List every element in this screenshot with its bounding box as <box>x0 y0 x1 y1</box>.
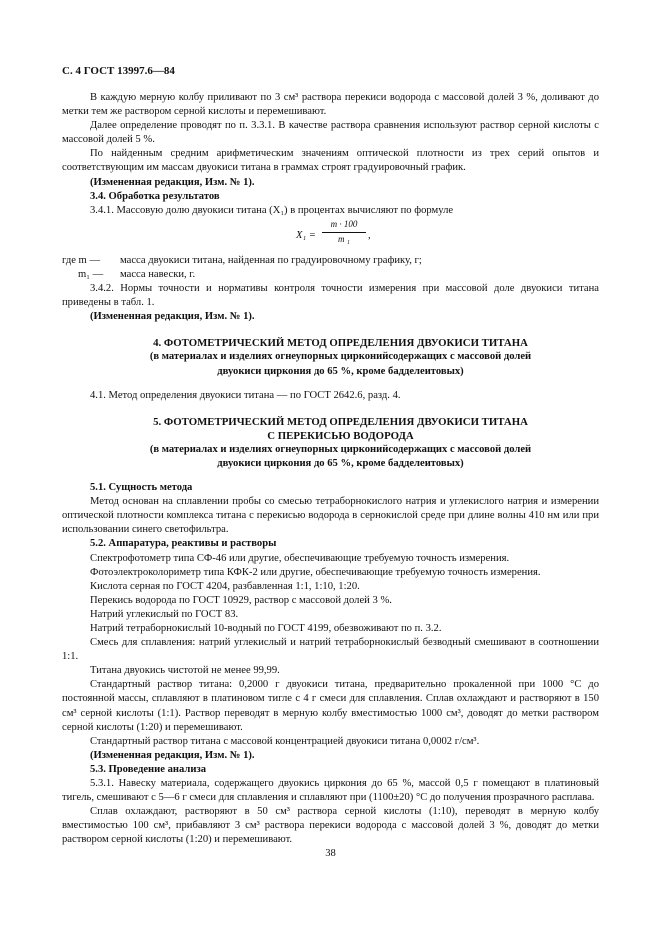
section-5-title: С ПЕРЕКИСЬЮ ВОДОРОДА <box>267 429 414 442</box>
paragraph-5-1: Метод основан на сплавлении пробы со смесью тетраборнокислого натрия и углекислого натрия и измерении оптической плотности комплекса титана с перекисью водорода в сернокислой среде при длине волны 410 нм или при использовании синего светофильтра. <box>62 496 599 536</box>
list-item: Перекись водорода по ГОСТ 10929, раствор с массовой долей 3 %. <box>90 594 392 606</box>
paragraph: По найденным средним арифметическим значениям оптической плотности из трех серий опытов и соответствующим им массам двуокиси титана в граммах строят градуировочный график. <box>62 148 599 174</box>
where-symbol: где m — <box>62 254 101 266</box>
section-heading-5-2: 5.2. Аппаратура, реактивы и растворы <box>90 538 277 550</box>
page-header: С. 4 ГОСТ 13997.6—84 <box>62 65 175 77</box>
section-4-subtitle: двуокиси циркония до 65 %, кроме бадделеитовых) <box>217 365 464 377</box>
paragraph: Далее определение проводят по п. 3.3.1. В качестве раствора сравнения используют раствор серной кислоты с массовой долей 5 %. <box>62 120 599 146</box>
list-item: Натрий углекислый по ГОСТ 83. <box>90 608 239 620</box>
list-item: Спектрофотометр типа СФ-46 или другие, обеспечивающие требуемую точность измерения. <box>90 552 510 564</box>
list-item: Титана двуокись чистотой не менее 99,99. <box>90 665 280 677</box>
section-5-title: 5. ФОТОМЕТРИЧЕСКИЙ МЕТОД ОПРЕДЕЛЕНИЯ ДВУОКИСИ ТИТАНА <box>153 415 528 428</box>
section-heading-3-4: 3.4. Обработка результатов <box>90 190 220 202</box>
paragraph: В каждую мерную колбу приливают по 3 см³ раствора перекиси водорода с массовой долей 3 %, доливают до метки тем же раствором серной кислоты и перемешивают. <box>62 92 599 118</box>
edit-note: (Измененная редакция, Изм. № 1). <box>90 749 255 761</box>
section-heading-5-1: 5.1. Сущность метода <box>90 482 193 494</box>
formula-numerator: m · 100 <box>322 218 366 233</box>
formula-denominator: m ₁ <box>338 233 350 244</box>
formula-lhs: X₁ = <box>296 229 316 241</box>
list-item: Кислота серная по ГОСТ 4204, разбавленная 1:1, 1:10, 1:20. <box>90 580 360 592</box>
paragraph-4-1: 4.1. Метод определения двуокиси титана — по ГОСТ 2642.6, разд. 4. <box>90 389 401 401</box>
formula-tail: , <box>368 229 371 241</box>
section-5-subtitle: (в материалах и изделиях огнеупорных цирконийсодержащих с массовой долей <box>149 443 532 455</box>
list-item: Натрий тетраборнокислый 10-водный по ГОСТ 4199, обезвоживают по п. 3.2. <box>90 623 442 634</box>
section-heading-5-3: 5.3. Проведение анализа <box>90 763 206 775</box>
edit-note: (Измененная редакция, Изм. № 1). <box>90 311 255 323</box>
where-line <box>62 268 599 282</box>
where-text: масса двуокиси титана, найденная по градуировочному графику, г; <box>120 254 422 266</box>
paragraph-3-4-2: 3.4.2. Нормы точности и нормативы контроля точности измерения при массовой доле двуокиси титана приведены в табл. 1. <box>62 283 599 309</box>
edit-note: (Измененная редакция, Изм. № 1). <box>90 176 255 188</box>
where-text: масса навески, г. <box>120 268 196 280</box>
formula <box>62 218 599 254</box>
where-symbol: m₁ — <box>78 268 104 280</box>
section-4-subtitle: (в материалах и изделиях огнеупорных цирконийсодержащих с массовой долей <box>149 351 532 363</box>
section-4-title: 4. ФОТОМЕТРИЧЕСКИЙ МЕТОД ОПРЕДЕЛЕНИЯ ДВУОКИСИ ТИТАНА <box>153 337 528 350</box>
page-number: 38 <box>325 848 336 859</box>
list-item: Смесь для сплавления: натрий углекислый и натрий тетраборнокислый безводный смешивают в соотношении 1:1. <box>62 637 599 663</box>
where-line <box>62 254 599 268</box>
list-item: Стандартный раствор титана с массовой концентрацией двуокиси титана 0,0002 г/см³. <box>90 735 480 747</box>
paragraph-3-4-1: 3.4.1. Массовую долю двуокиси титана (X₁) в процентах вычисляют по формуле <box>90 204 454 216</box>
paragraph-5-3-1-cont: Сплав охлаждают, растворяют в 50 см³ раствора серной кислоты (1:10), переводят в мерную колбу вместимостью 100 см³, прибавляют 3 см³ раствора перекиси водорода с массовой долей 3 %, доводят до метки раствором серной кислоты (1:20) и перемешивают. <box>62 806 599 846</box>
list-item: Фотоэлектроколориметр типа КФК-2 или другие, обеспечивающие требуемую точность измерения. <box>90 566 541 578</box>
page-content <box>62 64 599 848</box>
paragraph-5-3-1: 5.3.1. Навеску материала, содержащего двуокись циркония до 65 %, массой 0,5 г помещают в платиновый тигель, смешивают с 5—6 г смеси для сплавления и сплавляют при (1100±20) °С до получения прозрачного расплава. <box>62 778 599 804</box>
formula-fraction <box>322 218 366 246</box>
section-5-subtitle: двуокиси циркония до 65 %, кроме бадделеитовых) <box>217 457 464 469</box>
list-item: Стандартный раствор титана: 0,2000 г двуокиси титана, предварительно прокаленной при 1000 °С до постоянной массы, сплавляют в платиновом тигле с 4 г смеси для сплавления. Сплав охлаждают и растворяют в 150 см³ серной кислоты (1:1). Раствор переводят в мерную колбу вместимостью 1000 см³, доводят до метки раствором серной кислоты (1:20) и перемешивают. <box>62 679 599 733</box>
